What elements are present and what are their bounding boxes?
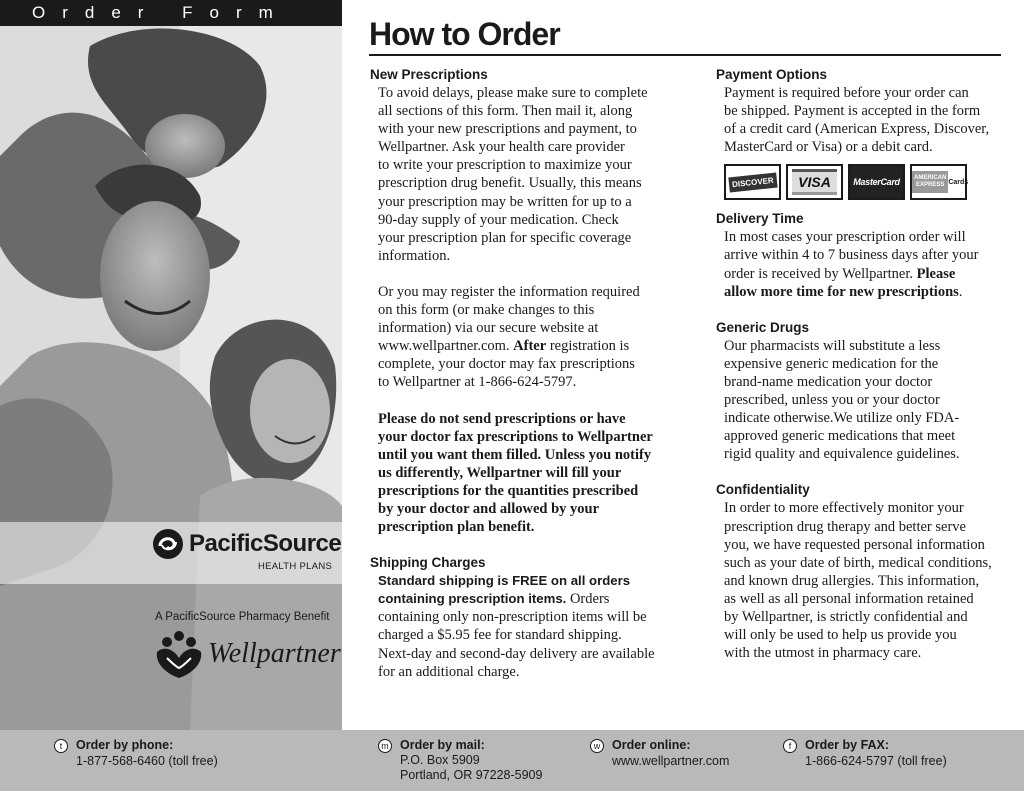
discover-card-logo xyxy=(724,164,781,200)
shipping-rest-text: Orders containing only non-prescription items will be charged a $5.95 fee for standard shipping. Next-day and second-day delivery are available for an additional charge. xyxy=(378,591,655,680)
delivery-text: In most cases your prescription order will arrive within 4 to 7 business days after your order is received by Wellpartner. xyxy=(724,229,979,282)
generic-drugs-body: Our pharmacists will substitute a less expensive generic medication for the brand-name medication your doctor prescribed, unless you or your doctor indicate otherwise.We utilize only FDA- approved generic medications that meet rigid quality and equivalence guidelines. xyxy=(724,337,960,463)
family-photo xyxy=(0,26,342,730)
mastercard-logo: MasterCard xyxy=(848,164,905,200)
new-prescriptions-paragraph-2 xyxy=(378,283,675,392)
wellpartner-logo xyxy=(153,628,341,680)
amex-cards-label: Cards xyxy=(948,178,969,186)
order-by-phone-label: Order by phone: xyxy=(76,738,174,752)
generic-drugs-title: Generic Drugs xyxy=(716,319,810,335)
delivery-time-title: Delivery Time xyxy=(716,211,804,227)
pacificsource-logo xyxy=(152,528,341,560)
pacificsource-tagline: HEALTH PLANS xyxy=(258,561,333,572)
delivery-bold-text: Please allow more time for new prescriptions xyxy=(724,265,959,300)
phone-number: 1-877-568-6460 (toll free) xyxy=(76,754,218,768)
wellpartner-people-icon xyxy=(153,628,205,680)
fax-number: 1-866-624-5797 (toll free) xyxy=(805,754,947,768)
new-prescriptions-warning: Please do not send prescriptions or have your doctor fax prescriptions to Wellpartner until you want them filled. Unless you notify us differently, Wellpartner will fill your prescriptions for the quantities prescribed by your doctor and allowed by your prescription plan benefit. xyxy=(378,410,653,536)
shipping-charges-body xyxy=(378,572,675,681)
footer-order-methods xyxy=(0,730,1024,791)
wellpartner-name: Wellpartner xyxy=(208,638,341,669)
amex-card-logo xyxy=(910,164,967,200)
mail-city: Portland, OR 97228-5909 xyxy=(400,768,543,782)
payment-options-title: Payment Options xyxy=(716,67,828,82)
visa-label: VISA xyxy=(792,169,837,195)
order-by-fax-label: Order by FAX: xyxy=(805,738,890,752)
mail-po-box: P.O. Box 5909 xyxy=(400,753,480,767)
order-by-mail-label: Order by mail: xyxy=(400,738,485,752)
order-form-banner: Order Form xyxy=(0,0,342,26)
left-column xyxy=(370,66,675,681)
discover-label: DISCOVER xyxy=(728,172,777,192)
visa-card-logo xyxy=(786,164,843,200)
delivery-time-body xyxy=(724,228,1011,300)
new-prescriptions-paragraph-1: To avoid delays, please make sure to complete all sections of this form. Then mail it, along with your new prescriptions and payment, to Wellpartner. Ask your health care provider to write your prescription to maximize your prescription drug benefit. Usually, this means your prescription may be written for up to a 90-day supply of your medication. Check your prescription plan for specific coverage information. xyxy=(378,85,648,264)
shipping-charges-title: Shipping Charges xyxy=(370,555,486,571)
amex-label: AMERICAN EXPRESS xyxy=(912,171,948,193)
photo-panel xyxy=(0,0,342,730)
pacificsource-name: PacificSource xyxy=(189,530,342,557)
free-shipping-text: Standard shipping is FREE on all orders containing prescription items. xyxy=(378,573,631,607)
web-icon: w xyxy=(590,739,604,753)
mail-icon: m xyxy=(378,739,392,753)
pharmacy-benefit-text: A PacificSource Pharmacy Benefit xyxy=(155,611,330,623)
fax-icon: f xyxy=(783,739,797,753)
accepted-cards xyxy=(724,164,1011,200)
website-link[interactable]: www.wellpartner.com xyxy=(612,754,730,768)
confidentiality-body: In order to more effectively monitor your prescription drug therapy and better serve you, we have requested personal information such as your date of birth, medical conditions, and known drug allergies. This information, as well as all personal information retained by Wellpartner, is strictly confidential and will only be used to help us provide you with the utmost in pharmacy care. xyxy=(724,500,992,662)
new-prescriptions-title: New Prescriptions xyxy=(370,67,488,82)
phone-icon: t xyxy=(54,739,68,753)
order-online-label: Order online: xyxy=(612,738,691,752)
paragraph-2-after: After xyxy=(513,338,547,355)
confidentiality-title: Confidentiality xyxy=(716,482,810,498)
page-title: How to Order xyxy=(369,16,560,52)
paragraph-2-end: registration is complete, your doctor may fax prescriptions to Wellpartner at 1-866-624-5797. xyxy=(378,338,635,391)
payment-options-body: Payment is required before your order can be shipped. Payment is accepted in the form of a credit card (American Express, Discover, MasterCard or Visa) or a debit card. xyxy=(724,85,990,156)
pacificsource-swirl-icon xyxy=(152,528,184,560)
delivery-period: . xyxy=(958,283,963,300)
right-column xyxy=(716,66,1011,662)
paragraph-2-start: Or you may register the information required on this form (or make changes to this information) via our secure website at www.wellpartner.com. xyxy=(378,283,640,355)
title-divider xyxy=(369,54,1001,56)
